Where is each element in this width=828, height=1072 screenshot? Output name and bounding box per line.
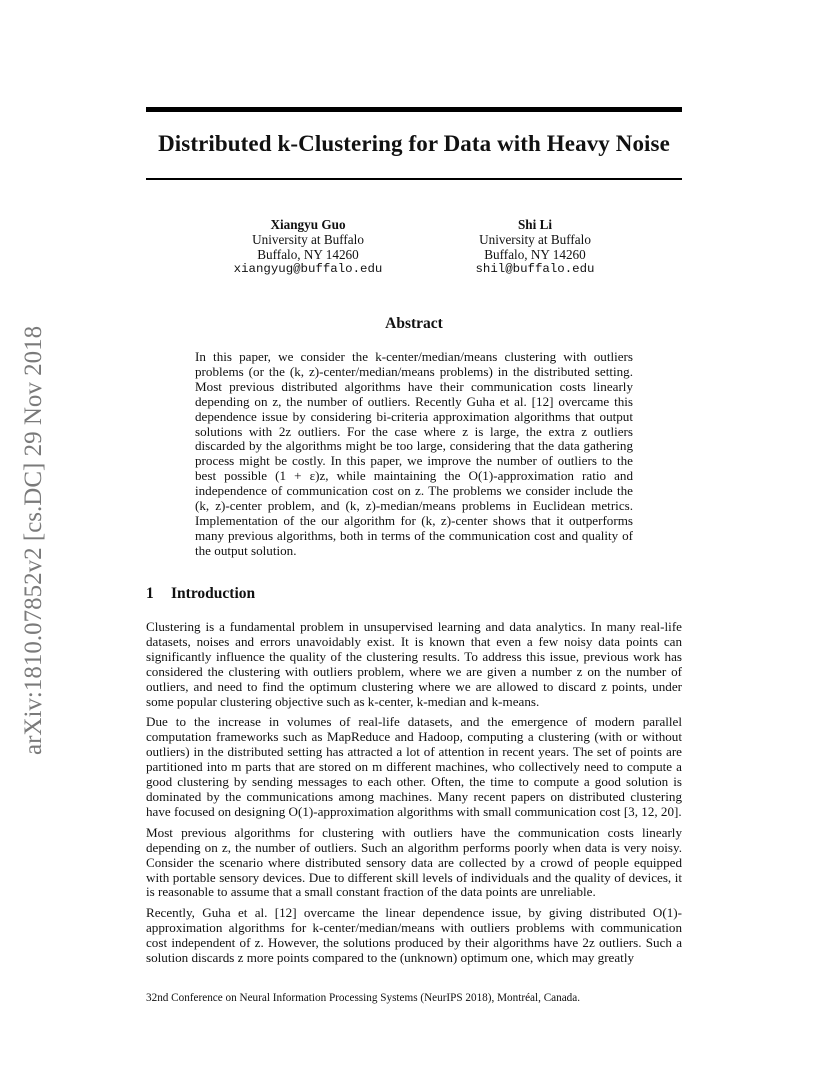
paragraph: Due to the increase in volumes of real-life datasets, and the emergence of modern parallel computation frameworks such as MapReduce and Hadoop, computing a clustering (with or without outliers) in the distributed setting has attracted a lot of attention in recent years. The set of points are partitioned into m parts that are stored on m different machines, who collectively need to compute a good clustering by sending messages to each other. Often, the time to compute a good solution is dominated by the communications among machines. Many recent papers on distributed clustering have focused on designing O(1)-approximation algorithms with small communication cost [3, 12, 20].: [146, 714, 682, 819]
author-block: [208, 217, 408, 277]
abstract-heading: Abstract: [385, 315, 443, 332]
author-email: shil@buffalo.edu: [475, 262, 595, 276]
author-name: Xiangyu Guo: [270, 217, 346, 232]
paragraph: Most previous algorithms for clustering with outliers have the communication costs linearly depending on z, the number of outliers. Such an algorithm performs poorly when data is very noisy. Consider the scenario where distributed sensory data are collected by a crowd of people equipped with portable sensory devices. Due to different skill levels of individuals and the quality of devices, it is reasonable to assume that a small constant fraction of the data points are unreliable.: [146, 824, 682, 900]
author-affiliation: University at Buffalo: [479, 232, 591, 247]
author-affiliation: University at Buffalo: [252, 232, 364, 247]
section-heading: [146, 585, 255, 603]
title-rule-top: [146, 107, 682, 112]
conference-footer: 32nd Conference on Neural Information Processing Systems (NeurIPS 2018), Montréal, Canada.: [146, 992, 581, 1004]
paragraph: Clustering is a fundamental problem in unsupervised learning and data analytics. In many real-life datasets, noises and errors unavoidably exist. It is known that even a few noisy data points can significantly influence the quality of the clustering results. To address this issue, previous work has considered the clustering with outliers problem, where we are given a number z on the number of outliers, and need to find the optimum clustering where we are allowed to discard z points, under some popular clustering objective such as k-center, k-median and k-means.: [146, 619, 682, 709]
section-body: [146, 620, 682, 972]
section-title: Introduction: [171, 585, 256, 602]
author-address: Buffalo, NY 14260: [484, 247, 586, 262]
title-rule-bottom: [146, 178, 682, 180]
author-address: Buffalo, NY 14260: [257, 247, 359, 262]
author-block: [435, 217, 635, 277]
section-number: 1: [146, 585, 154, 602]
abstract-text: In this paper, we consider the k-center/median/means clustering with outliers problems (or the (k, z)-center/median/means problems) in the distributed setting. Most previous distributed algorithms have their communication costs linearly depending on z, the number of outliers. Recently Guha et al. [12] overcame this dependence issue by considering bi-criteria approximation algorithms that output solutions with 2z outliers. For the case where z is large, the extra z outliers discarded by the algorithms might be too large, considering that the data gathering process might be costly. In this paper, we improve the number of outliers to the best possible (1 + ε)z, while maintaining the O(1)-approximation ratio and independence of communication cost on z. The problems we consider include the (k, z)-center problem, and (k, z)-median/means problems in Euclidean metrics. Implementation of the our algorithm for (k, z)-center shows that it outperforms many previous algorithms, both in terms of the communication cost and quality of the output solution.: [195, 349, 633, 558]
author-name: Shi Li: [517, 217, 553, 232]
paragraph: Recently, Guha et al. [12] overcame the linear dependence issue, by giving distributed O(1)-approximation algorithms for k-center/median/means with outliers problems with communication cost independent of z. However, the solutions produced by their algorithms have 2z outliers. Such a solution discards z more points compared to the (unknown) optimum one, which may greatly: [146, 905, 682, 966]
author-email: xiangyug@buffalo.edu: [233, 262, 383, 276]
arxiv-identifier: arXiv:1810.07852v2 [cs.DC] 29 Nov 2018: [20, 325, 47, 755]
paper-title: Distributed k-Clustering for Data with Heavy Noise: [158, 131, 670, 156]
